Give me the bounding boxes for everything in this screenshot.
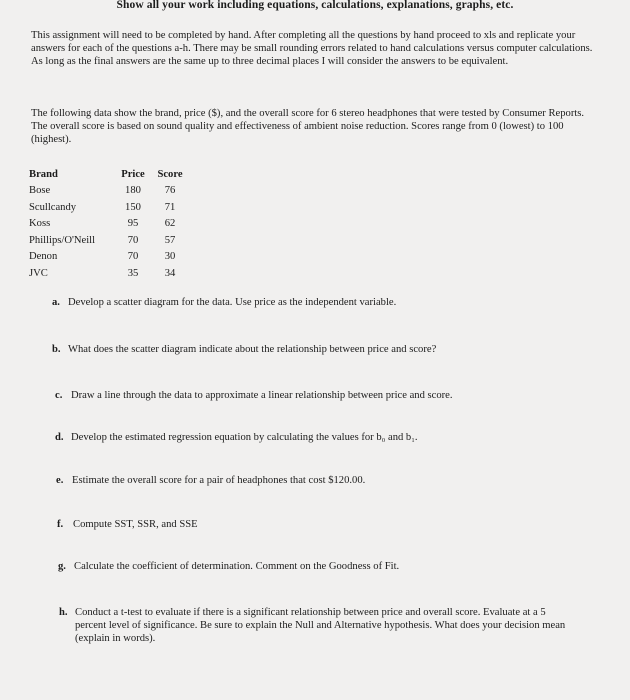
price-cell: 70 (127, 234, 139, 246)
question-a (52, 297, 572, 310)
brand-cell: Phillips/O'Neill (29, 234, 96, 246)
table-row (29, 265, 187, 282)
question-text: Develop the estimated regression equation by calculating the values for b₀ and b₁. (71, 432, 418, 443)
question-text: What does the scatter diagram indicate about the relationship between price and score? (68, 344, 437, 355)
table-row (29, 216, 187, 233)
question-letter: e. (56, 475, 64, 486)
score-cell: 62 (164, 218, 176, 230)
question-text: Compute SST, SSR, and SSE (73, 519, 198, 530)
question-letter: a. (52, 297, 60, 308)
question-letter: b. (52, 344, 61, 355)
price-cell: 180 (125, 185, 141, 197)
question-d (55, 432, 575, 445)
table-row (29, 249, 187, 266)
question-text: Draw a line through the data to approximate a linear relationship between price and score. (71, 390, 453, 401)
score-cell: 57 (164, 234, 176, 246)
price-cell: 35 (127, 267, 139, 279)
question-b (52, 344, 572, 357)
question-c (55, 390, 575, 403)
price-cell: 70 (127, 251, 139, 263)
header-price: Price (121, 168, 145, 180)
question-text: Conduct a t-test to evaluate if there is a significant relationship between price and overall score. Evaluate at a 5 percent level of significance. Be sure to explain the Null and Alternative hypothesis. What does your decision mean (explain in words). (75, 607, 566, 644)
data-description: The following data show the brand, price ($), and the overall score for 6 stereo headphones that were tested by Consumer Reports. The overall score is based on sound quality and effectiveness of ambient noise reduction. Scores range from 0 (lowest) to 100 (highest). (31, 108, 585, 145)
question-letter: g. (58, 561, 66, 572)
headphones-table (29, 166, 187, 282)
question-text: Develop a scatter diagram for the data. Use price as the independent variable. (68, 297, 397, 308)
question-text: Estimate the overall score for a pair of headphones that cost $120.00. (72, 475, 366, 486)
question-text: Calculate the coefficient of determination. Comment on the Goodness of Fit. (74, 561, 400, 572)
question-letter: h. (59, 607, 68, 618)
score-cell: 71 (164, 201, 176, 213)
question-letter: c. (55, 390, 63, 401)
question-h (59, 607, 579, 645)
brand-cell: JVC (29, 267, 48, 279)
table-row (29, 232, 187, 249)
intro-paragraph: This assignment will need to be completed by hand. After completing all the questions by hand proceed to xls and replicate your answers for each of the questions a-h. There may be small rounding errors related to hand calculations versus computer calculations. As long as the final answers are the same up to three decimal places I will consider the answers to be equivalent. (31, 30, 593, 67)
question-letter: d. (55, 432, 64, 443)
header-score: Score (157, 168, 183, 180)
header-brand: Brand (29, 168, 58, 180)
table-row (29, 199, 187, 216)
question-g (58, 561, 578, 574)
brand-cell: Koss (29, 218, 51, 230)
score-cell: 34 (164, 267, 176, 279)
table-row (29, 183, 187, 200)
brand-cell: Bose (29, 185, 51, 197)
price-cell: 95 (127, 218, 139, 230)
brand-cell: Scullcandy (29, 201, 77, 213)
question-e (56, 475, 576, 488)
table-header-row (29, 166, 187, 183)
question-f (57, 519, 577, 532)
price-cell: 150 (125, 201, 141, 213)
question-letter: f. (57, 519, 64, 530)
page-heading: Show all your work including equations, calculations, explanations, graphs, etc. (116, 0, 514, 11)
score-cell: 76 (164, 185, 176, 197)
brand-cell: Denon (29, 251, 58, 263)
score-cell: 30 (164, 251, 176, 263)
